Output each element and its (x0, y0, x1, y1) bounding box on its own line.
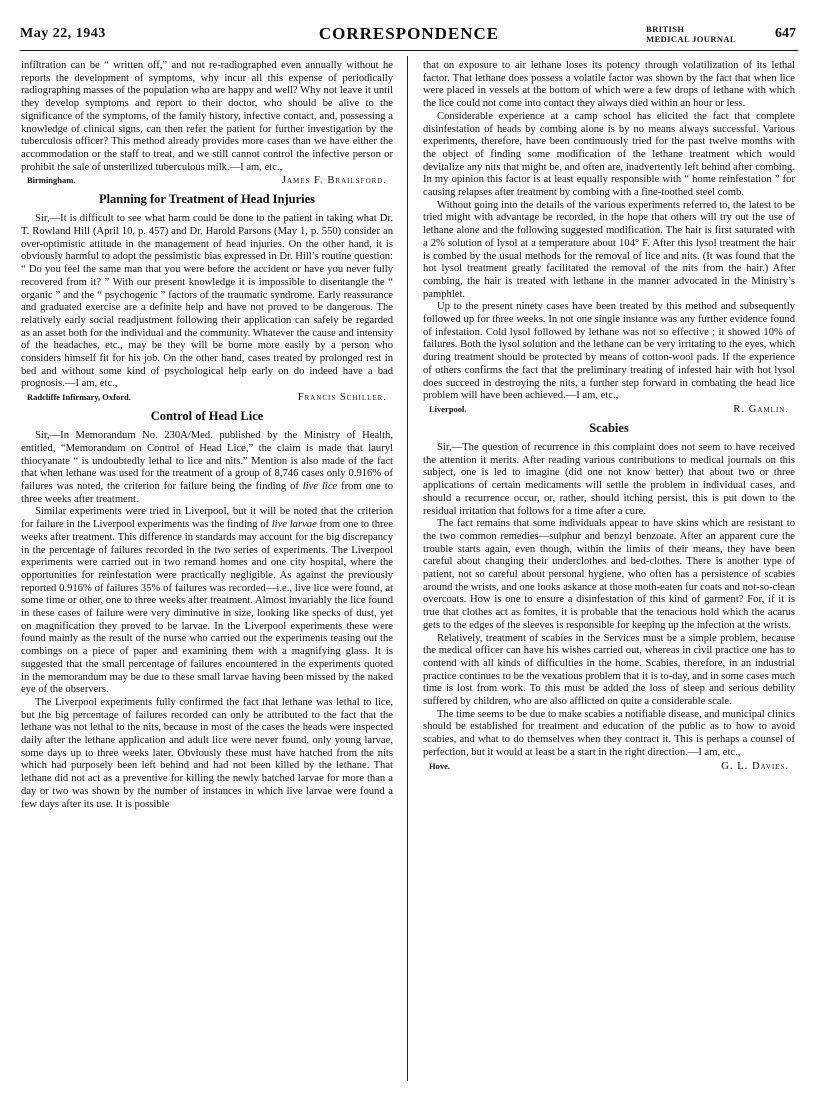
letter-paragraph: Considerable experience at a camp school has elicited the fact that complete disinfestation of heads by combing alone is by no means always successful. Various experiments, therefore, have been continuously tried for the past twelve months with the object of finding some modification of the lethane treatment which would devitalize any nits that might be, and often are, inadvertently left behind after combing. In my opinion this factor is at least equally responsible with “ home reinfestation ” for causing relapses after treatment by combing with a fine-toothed steel comb. (423, 110, 795, 199)
letter-paragraph: Up to the present ninety cases have been treated by this method and subsequently followed up for three weeks. In not one single instance was any further evidence found of infestation. Cold lysol followed by lethane was not so effective ; it showed 10% of failures. Both the lysol solution and the lethane can be very irritating to the eyes, which during treatment should be protected by means of cotton-wool pads. If the experience of others confirms the fact that the preliminary treating of infested hair with hot lysol does succeed in destroying the nits, a further step forward in combating the head lice problem will have been achieved.—I am, etc., (423, 301, 795, 402)
signature-name: G. L. Davies. (721, 760, 789, 772)
letter-paragraph: The time seems to be due to make scabies a notifiable disease, and municipal clinics should be established for treatment and education of the public as to how to avoid scabies, and what to do themselves when they contract it. This is perhaps a counsel of perfection, but it would at least be a start in the right direction.—I am, etc., (423, 708, 795, 758)
article-heading: Planning for Treatment of Head Injuries (98, 192, 316, 207)
page-header (20, 22, 798, 50)
header-rule (20, 50, 798, 51)
letter-paragraph: Sir,—In Memorandum No. 230A/Med. published by the Ministry of Health, entitled, “Memorandum on Control of Head Lice,” the claim is made that lauryl thiocyanate “ is undoubtedly lethal to lice and nits.” Mention is also made of the fact that when lethane was used for the treatment of a group of 8,746 cases only 0.916% of failures was noted, the criterion for failure being the finding of live lice from one to three weeks after treatment. (21, 430, 394, 505)
right-column (423, 60, 795, 775)
signature (423, 404, 795, 415)
section-title: CORRESPONDENCE (318, 24, 500, 43)
journal-name: BRITISH MEDICAL JOURNAL (646, 24, 736, 44)
signature-name: Francis Schiller. (297, 392, 387, 404)
signature-place: Birmingham. (27, 175, 76, 186)
letter-paragraph: Sir,—It is difficult to see what harm could be done to the patient in taking what Dr. T. Rowland Hill (April 10, p. 457) and Dr. Harold Parsons (May 1, p. 550) consider an over-optimistic attitude in the management of head injuries. On the other hand, it is obviously harmful to adopt the pessimistic bias expressed in Dr. Hill’s routine question: “ Do you feel the same man that you were before the accident or have you never fully recovered from it? ” With our present knowledge it is impossible to disentangle the “ organic ” and the “ psychogenic ” factors of the traumatic syndrome. Early reassurance and graduated exercise are a definite help and have not proved to be dangerous. The relatively early social readjustment following their application can safely be regarded as an asset both for the individual and the community. Whatever the cause and intensity of the headaches, etc., may be they will be borne more easily by a person who considers himself fit for his job. On the other hand, cases treated by prolonged rest in bed and without some kind of psychological help early on do indeed have a bad prognosis.—I am, etc., (21, 213, 393, 390)
signature (423, 761, 795, 772)
letter-paragraph: Without going into the details of the various experiments referred to, the latest to be tried might with advantage be recorded, in the hope that others will try out the use of lethane alone and the following suggested modification. The hair is first saturated with a 2% solution of lysol at a temperature about 104° F. After this lysol treatment the hair is combed by the usual methods for the removal of lice and nits. (It was found that the hot lysol treatment greatly facilitated the removal of the nits from the hair.) After combing, the hair is treated with lethane in the manner advocated in the Ministry’s pamphlet. (423, 199, 795, 300)
letter-paragraph: Sir,—The question of recurrence in this complaint does not seem to have received the attention it merits. After reading various contributions to medical journals on this subject, one is led to imagine (did one not know better) that about two or three applications of certain medicaments will settle the problem in individual cases, and should a recurrence occur, or, rather, should itching persist, this is put down to the residual irritation that follows for a time after a cure. (423, 441, 795, 517)
signature-name: R. Gamlin. (733, 403, 789, 415)
letter-continuation: infiltration can be “ written off,” and not re-radiographed even annually without he reports the development of symptoms, why incur all this expense of periodically radiographing masses of the population who are happy and well? Why not leave it until they develop symptoms and report to their doctor, who should be alive to the significance of the symptoms, of the family history, infective contact, and, possessing a knowledge of clinical signs, can then refer the patient for further investigation by the tuberculosis officer? This method already provides more cases than we have either the accommodation or the staff to treat, and we still cannot control the infective person or prohibit the sale of unsterilized tuberculous milk.—I am, etc., (21, 60, 393, 173)
letter-paragraph: The fact remains that some individuals appear to have skins which are resistant to the two common remedies—sulphur and benzyl benzoate. After an apparent cure the trouble starts again, even though, within the limits of their means, they have been careful about changing their underclothes and bed-clothes. There is another type of patient, not so careful about personal hygiene, who often has a persistence of scabies around the wrists, and one looks askance at those moth-eaten fur coats and not-so-clean overcoats. How is one to ensure a disinfestation of this kind of garment? For, if it is true that clothes act as fomites, it is probable that the tenacious hold which the acarus gets to the edges of the sleeves is responsible for keeping up the infection at the wrists. (423, 518, 795, 631)
signature-name: James F. Brailsford. (281, 175, 387, 187)
left-column (21, 60, 393, 811)
column-divider (407, 56, 408, 1081)
article-heading: Scabies (589, 420, 629, 435)
letter-paragraph: The Liverpool experiments fully confirmed the fact that lethane was lethal to lice, but the big percentage of failures recorded can only be attributed to the fact that the lethane was not lethal to the nits, because in most of the cases the heads were inspected daily after the lethane application and adult lice were never found, only young larvae, some days up to three weeks later. Obviously these must have hatched from the nits which had purposely been left behind and had not been killed by the lethane. That lethane did not act as a preventive for killing the newly hatched larvae for more than a day or two was shown by the number of instances in which live larvae were found a few days after its use. It is possible (21, 696, 393, 810)
letter-paragraph: Similar experiments were tried in Liverpool, but it will be noted that the criterion for failure in the Liverpool experiments was the finding of live larvae from one to three weeks after treatment. This difference in standards may account for the big discrepancy in the percentage of failures recorded in the two series of experiments. The Liverpool experiments were carried out in two remand homes and one city hospital, where the opportunities for reinfestation were practically negligible. As against the previously reported 0.916% of failures 35% of failures was recorded—i.e., live lice were found, at some time or other, one to three weeks after treatment. Almost invariably the lice found in these cases of failure were very diminutive in size, looking like specks of dust, yet on magnification they proved to be larvae. In the Liverpool experiments these were found mainly as the result of the nurse who carried out the experiments teasing out the combings on a piece of paper and examining them with a magnifying glass. It is suggested that the small percentage of failures encountered in the experiments quoted in the memorandum may be due to these small larvae having been missed by the naked eye of the observers. (21, 506, 393, 696)
letter-paragraph: that on exposure to air lethane loses its potency through volatilization of its lethal factor. That lethane does possess a volatile factor was shown by the fact that when lice were placed in vessels at the bottom of which were a few drops of lethane with which the lice could not come into contact they always died within an hour or less. (423, 60, 795, 110)
letter-paragraph: Relatively, treatment of scabies in the Services must be a simple problem, because the medical officer can have his wishes carried out, whereas in civil practice one has to contend with all kinds of difficulties in the home. Scabies, therefore, in an industrial practice continues to be the vexatious problem that it is to-day, and in some cases much time is lost from work. To this must be added the loss of sleep and serious debility suffered by children, who are also afflicted on quite a considerable scale. (423, 632, 795, 708)
signature-place: Liverpool. (429, 403, 467, 414)
article-heading: Control of Head Lice (150, 409, 264, 424)
signature (21, 392, 393, 403)
page-number: 647 (775, 26, 796, 41)
signature-place: Hove. (429, 760, 451, 771)
issue-date: May 22, 1943 (20, 26, 106, 41)
signature (21, 175, 393, 186)
signature-place: Radcliffe Infirmary, Oxford. (27, 392, 131, 403)
